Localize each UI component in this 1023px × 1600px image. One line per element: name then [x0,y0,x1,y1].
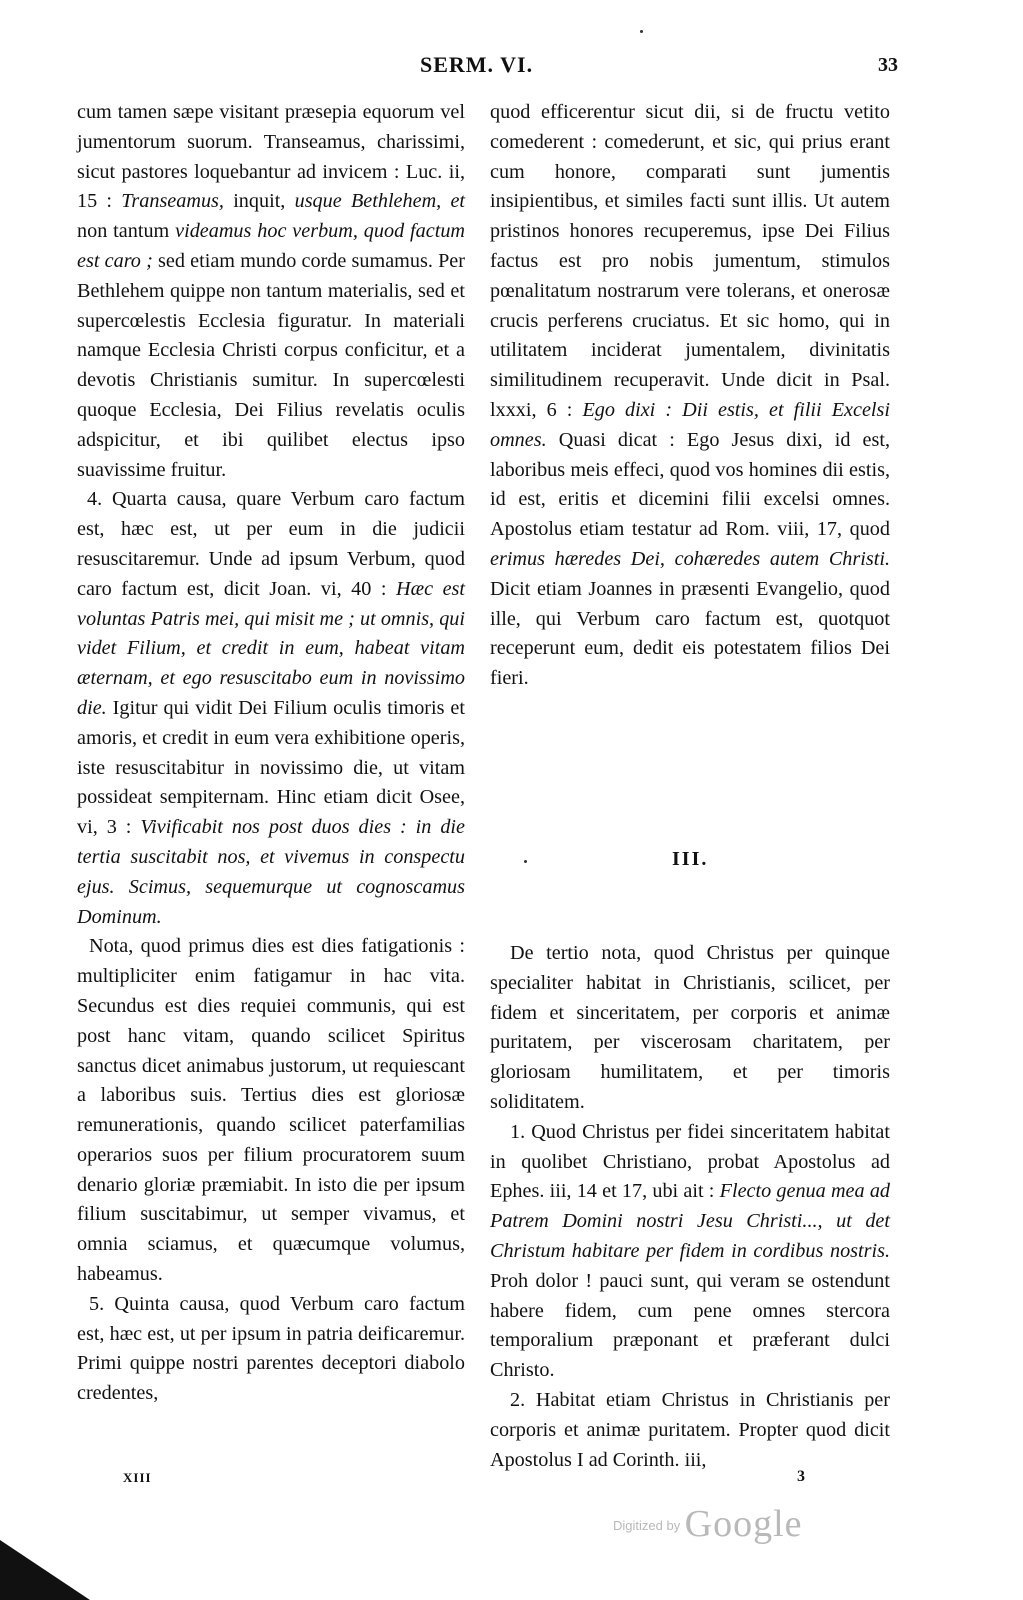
text-run: cum tamen sæpe visitant præsepia equorum vel jumentorum suorum. Transeamus, charissimi, sicut pastores loquebantur ad invicem : Luc. ii, 15 : [77,101,465,213]
page-edge-shadow [0,1540,90,1600]
text-run: De tertio nota, quod Christus per quinque specialiter habitat in Christianis, scilicet, per fidem et sinceritatem, per corporis et animæ puritatem, per viscerosam charitatem, per gloriosam humilitatem, et per timoris soliditatem. [490,942,890,1113]
italic-run: Flecto genua mea ad Patrem Domini nostri Jesu Christi..., ut det Christum habitare per fidem in cordibus nostris. [490,1180,891,1262]
paragraph [490,1386,890,1475]
italic-run: Vivificabit nos post duos dies : in die tertia suscitabit nos, et vivemus in conspectu ejus. Scimus, sequemurque ut cognoscamus Dominum. [77,816,465,928]
text-run: 2. Habitat etiam Christus in Christianis per corporis et animæ puritatem. Propter quod dicit Apostolus I ad Corinth. iii, [490,1388,890,1471]
paragraph [77,485,465,932]
signature-mark: XIII [123,1470,152,1485]
text-run: 4. Quarta causa, quare Verbum caro factum est, hæc est, ut per eum in die judicii resuscitaremur. Unde ad ipsum Verbum, quod caro factum est, dicit Joan. vi, 40 : [77,488,465,600]
speck [524,860,527,863]
right-column-upper [490,98,890,694]
sheet-number: 3 [797,1468,805,1485]
running-title: SERM. VI. [420,52,534,77]
text-run: Igitur qui vidit Dei Filium oculis timoris et amoris, et credit in eum vera exhibitione operis, iste resuscitabitur in novissimo die, ut vitam possideat sempiternam. Hinc etiam dicit Osee, vi, 3 : [77,696,465,839]
italic-run: Transeamus, [121,190,224,213]
google-logo: Google [684,1503,803,1545]
speck [640,30,643,33]
italic-run: Ego dixi : Dii estis, et filii Excelsi omnes. [490,398,890,451]
italic-run: Hæc est voluntas Patris mei, qui misit me ; ut omnis, qui videt Filium, et credit in eum, habeat vitam æternam, et ego resuscitabo eum in novissimo die. [77,577,466,719]
left-column [77,98,465,1409]
italic-run: usque Bethlehem, et [294,190,466,213]
text-run: 1. Quod Christus per fidei sinceritatem habitat in quolibet Christiano, probat Apostolus ad Ephes. iii, 14 et 17, ubi ait : [490,1120,890,1203]
paragraph [77,1290,465,1409]
digitized-watermark [613,1502,803,1546]
paragraph [77,98,465,485]
paragraph [490,939,890,1118]
paragraph [490,1118,890,1386]
right-column-lower [490,939,890,1475]
text-run: Nota, quod primus dies est dies fatigationis : multipliciter enim fatigamur in hac vita. Secundus est dies requiei communis, qui est post hanc vitam, quando scilicet Spiritus sanctus dicet animabus justorum, ut requiescant a laboribus suis. Tertius dies est gloriosæ remunerationis, quando scilicet paterfamilias operarios suos per filium procuratorem suum denario gloriæ præmiabit. In isto die per ipsum filium suscitabimur, ut semper vivamus, et omnia sciamus, et quæcumque volumus, habeamus. [77,935,465,1286]
page-number: 33 [878,54,898,76]
text-run: Quasi dicat : Ego Jesus dixi, id est, laboribus meis effeci, quod vos homines dii estis, id est, eritis et dicemini filii excelsi omnes. Apostolus etiam testatur ad Rom. viii, 17, quod [490,428,891,541]
text-run: non tantum [77,220,170,243]
italic-run: erimus hæredes Dei, cohæredes autem Christi. [490,547,890,570]
text-run: Proh dolor ! pauci sunt, qui veram se ostendunt habere fidem, cum pene omnes stercora temporalium præponant et præferant dulci Christo. [490,1269,890,1382]
text-run: 5. Quinta causa, quod Verbum caro factum est, hæc est, ut per ipsum in patria deificaremur. Primi quippe nostri parentes deceptori diabolo credentes, [77,1292,465,1405]
text-run: inquit, [233,190,286,213]
paragraph [490,98,890,694]
text-run: sed etiam mundo corde sumamus. Per Bethlehem quippe non tantum materialis, sed et supercœlestis Ecclesia figuratur. In materiali namque Ecclesia Christi corpus conficitur, et a devotis Christianis sumitur. In supercœlesti quoque Ecclesia, Dei Filius revelatis oculis adspicitur, et ibi quilibet electus ipso suavissime fruitur. [77,249,465,481]
text-run: Dicit etiam Joannes in præsenti Evangelio, quod ille, qui Verbum caro factum est, quotquot receperunt eum, dedit eis potestatem filios Dei fieri. [490,577,890,690]
paragraph [77,932,465,1290]
italic-run: videamus hoc verbum, quod factum est caro ; [77,220,465,272]
text-run: quod efficerentur sicut dii, si de fructu vetito comederent : comederunt, et sic, qui prius erant cum honore, comparati sunt jumentis insipientibus, et similes facti sunt illis. Ut autem pristinos honores recuperemus, ipse Dei Filius factus est pro nobis jumentum, stimulos pœnalitatum nostrarum vere tolerans, et onerosæ crucis perferens cruciatus. Et sic homo, qui in utilitatem inciderat jumentalem, divinitatis similitudinem recuperavit. Unde dicit in Psal. lxxxi, 6 : [490,101,890,421]
section-heading: III. [672,848,709,870]
watermark-caption: Digitized by [613,1518,681,1533]
